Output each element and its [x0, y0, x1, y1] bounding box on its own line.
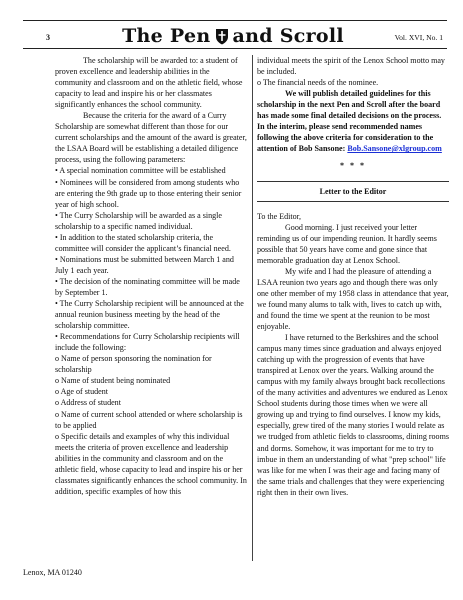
title-left: The Pen	[122, 25, 211, 47]
email-link[interactable]: Bob.Sansone@xlgroup.com	[347, 144, 442, 154]
recommendation-list	[55, 353, 248, 497]
parameter-item: • Nominations must be submitted between March 1 and July 1 each year.	[55, 254, 234, 275]
recommendation-item: o Name of student being nominated	[55, 376, 171, 386]
parameter-item: • Recommendations for Curry Scholarship recipients will include the following:	[55, 332, 240, 353]
recommendation-item: o Specific details and examples of why this individual meets the criteria of proven excellence and leadership abilities in the community and classroom and on the athletic field, whose capacity to lead and inspire his or her classmates significantly enhances the school community. In addition, specific examples of how this	[55, 431, 247, 496]
scholarship-criteria-paragraph: The scholarship will be awarded to: a student of proven excellence and leadership abilities in the community and classroom and on the athletic field, whose capacity to lead and inspire his or her classmates significantly enhances the school community.	[55, 56, 243, 110]
recommendation-item: o Name of current school attended or where scholarship is to be applied	[55, 409, 243, 430]
newsletter-title	[108, 23, 358, 49]
right-column	[257, 55, 449, 498]
letter-paragraph: My wife and I had the pleasure of attending a LSAA reunion two years ago and though there was only one other member of my 1958 class in attendance that year, we found many alums to talk with, lives to catch up with, and found the time we spent at the reunion to be most enjoyable.	[257, 266, 449, 331]
parameter-item: • The decision of the nominating committee will be made by September 1.	[55, 276, 240, 297]
guidelines-notice	[257, 88, 449, 154]
title-right: and Scroll	[232, 25, 344, 47]
letter-paragraph: Good morning. I just received your letter reminding us of our impending reunion. It hardly seems possible that 50 years have come and gone since that memorable graduation day at Lenox School.	[257, 222, 437, 265]
parameter-item: • In addition to the stated scholarship criteria, the committee will consider the applicant’s financial need.	[55, 232, 231, 253]
page-number: 3	[46, 33, 50, 42]
parameter-item: • The Curry Scholarship will be awarded as a single scholarship to a specific named individual.	[55, 210, 222, 231]
masthead-top-rule	[23, 20, 447, 21]
scholarship-process-paragraph: Because the criteria for the award of a Curry Scholarship are somewhat different than those for our current scholarships and the amount of the award is greater, the LSAA Board will be establishing a detailed diligence process, using the following parameters:	[55, 111, 247, 165]
financial-need-item: o The financial needs of the nominee.	[257, 78, 379, 88]
school-crest-icon	[215, 28, 229, 45]
recommendation-item: o Name of person sponsoring the nomination for scholarship	[55, 354, 212, 375]
left-column	[55, 55, 248, 497]
continued-text: individual meets the spirit of the Lenox School motto may be included.	[257, 56, 445, 77]
section-separator: * * *	[339, 161, 367, 171]
letter-heading: Letter to the Editor	[257, 181, 449, 201]
letter-salutation: To the Editor,	[257, 211, 302, 221]
footer-address: Lenox, MA 01240	[23, 568, 82, 577]
column-divider	[252, 55, 253, 561]
recommendation-item: o Age of student	[55, 387, 108, 397]
volume-number: Vol. XVI, No. 1	[394, 33, 443, 42]
recommendation-item: o Address of student	[55, 398, 121, 408]
parameter-item: • The Curry Scholarship recipient will be announced at the annual reunion business meeting by the head of the scholarship committee.	[55, 299, 244, 331]
parameter-list	[55, 165, 248, 353]
guidelines-notice-text: We will publish detailed guidelines for this scholarship in the next Pen and Scroll after the board has made some final detailed decisions on the process. In the interim, please send recommended names following the above criteria for consideration to the attention of Bob Sansone:	[257, 89, 442, 154]
letter-paragraph: I have returned to the Berkshires and the school campus many times since graduation and always enjoyed catching up with the progression of events that have transpired at Lenox over the years. Walking around the campus with my family always brought back recollections of the many activities and adventures we endured as Lenox School students during those times when we were all growing up and trying to find ourselves. I know my kids, especially, grew tired of the many stories I would relate as we trudged from athletic fields to classrooms, dining rooms and dorms. Somehow, it was important for me to try to imbue in them an understanding of what "prep school" life was like for me when I was their age and facing many of the same trials and challenges that they were experiencing right then in their own lives.	[257, 333, 449, 497]
parameter-item: • A special nomination committee will be established	[55, 166, 226, 176]
parameter-item: • Nominees will be considered from among students who are entering the 9th grade up to those entering their senior year of high school.	[55, 177, 242, 209]
